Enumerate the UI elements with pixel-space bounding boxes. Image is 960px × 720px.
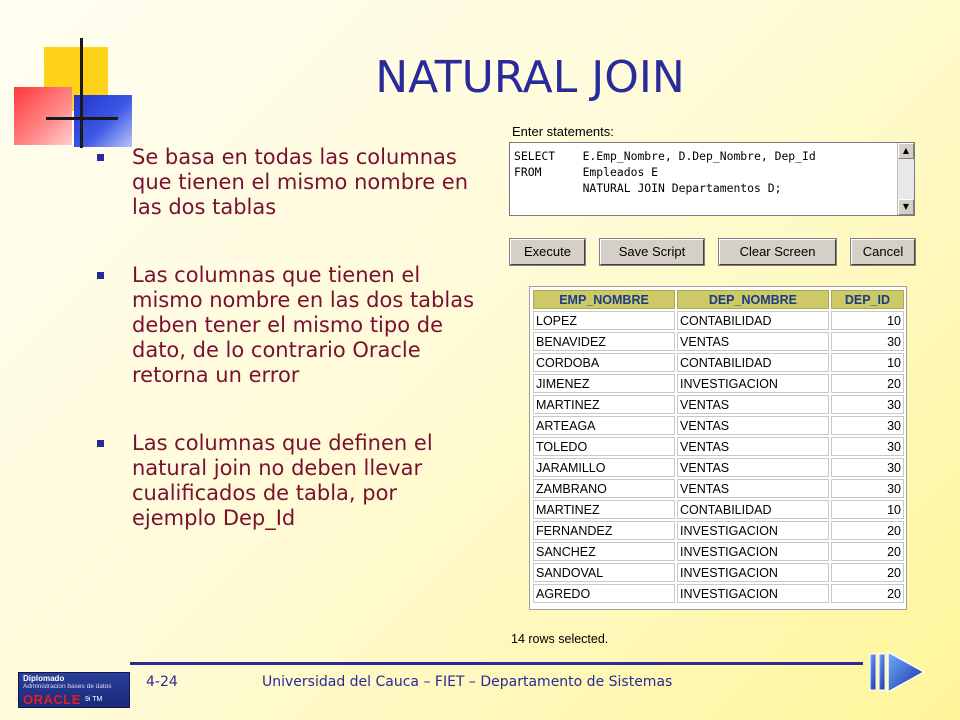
bullet-item	[94, 263, 484, 388]
table-row	[533, 521, 904, 540]
cell-emp-nombre: ARTEAGA	[533, 416, 675, 435]
cell-emp-nombre: MARTINEZ	[533, 395, 675, 414]
cell-dep-nombre: VENTAS	[677, 437, 829, 456]
table-row	[533, 437, 904, 456]
cell-emp-nombre: BENAVIDEZ	[533, 332, 675, 351]
footer-text: Universidad del Cauca – FIET – Departamento de Sistemas	[262, 674, 673, 690]
decor-red-square	[14, 87, 72, 145]
table-row	[533, 479, 904, 498]
table-row	[533, 563, 904, 582]
sql-statement-text[interactable]: SELECT E.Emp_Nombre, D.Dep_Nombre, Dep_Id FROM Empleados E NATURAL JOIN Departamentos D;	[514, 149, 816, 195]
slide-number: 4-24	[146, 674, 178, 690]
cell-dep-id: 20	[831, 563, 904, 582]
decor-horizontal-line	[46, 117, 118, 120]
result-table-panel	[529, 286, 907, 610]
sql-statement-textarea[interactable]	[509, 142, 915, 216]
slide-title: NATURAL JOIN	[375, 52, 685, 103]
cell-dep-id: 30	[831, 332, 904, 351]
cell-dep-nombre: VENTAS	[677, 458, 829, 477]
cell-dep-id: 30	[831, 437, 904, 456]
column-header-emp-nombre: EMP_NOMBRE	[533, 290, 675, 309]
cell-dep-id: 30	[831, 458, 904, 477]
cell-dep-id: 10	[831, 353, 904, 372]
footer-divider	[130, 662, 863, 665]
table-row	[533, 416, 904, 435]
table-row	[533, 500, 904, 519]
scroll-down-arrow-icon[interactable]: ▼	[898, 199, 914, 215]
cell-dep-nombre: CONTABILIDAD	[677, 311, 829, 330]
sql-scrollbar[interactable]	[897, 143, 914, 215]
cell-emp-nombre: AGREDO	[533, 584, 675, 603]
bullet-text: Se basa en todas las columnas que tienen el mismo nombre en las dos tablas	[132, 145, 469, 219]
cell-emp-nombre: JIMENEZ	[533, 374, 675, 393]
cell-dep-id: 20	[831, 542, 904, 561]
cell-emp-nombre: CORDOBA	[533, 353, 675, 372]
cell-dep-id: 30	[831, 479, 904, 498]
diplomado-oracle-logo	[18, 672, 130, 708]
cell-dep-nombre: CONTABILIDAD	[677, 353, 829, 372]
bullet-square-icon	[97, 440, 104, 447]
cell-dep-nombre: VENTAS	[677, 395, 829, 414]
cell-emp-nombre: SANDOVAL	[533, 563, 675, 582]
bullet-square-icon	[97, 272, 104, 279]
cell-dep-nombre: INVESTIGACION	[677, 374, 829, 393]
result-table-body	[533, 311, 904, 603]
cell-emp-nombre: MARTINEZ	[533, 500, 675, 519]
bullet-list	[94, 145, 484, 574]
cell-dep-id: 30	[831, 395, 904, 414]
cell-dep-id: 10	[831, 311, 904, 330]
table-row	[533, 395, 904, 414]
next-slide-icon[interactable]	[868, 650, 928, 694]
result-table	[531, 288, 906, 605]
logo-line-3: ORACLE	[23, 692, 81, 707]
cell-emp-nombre: SANCHEZ	[533, 542, 675, 561]
cell-dep-id: 20	[831, 374, 904, 393]
cell-dep-nombre: VENTAS	[677, 416, 829, 435]
decor-vertical-line	[80, 38, 83, 148]
cancel-button[interactable]: Cancel	[851, 239, 915, 265]
bullet-square-icon	[97, 154, 104, 161]
cell-emp-nombre: LOPEZ	[533, 311, 675, 330]
cell-dep-nombre: INVESTIGACION	[677, 563, 829, 582]
bullet-text: Las columnas que definen el natural join no deben llevar cualificados de tabla, por ejemplo Dep_Id	[132, 431, 433, 530]
scroll-up-arrow-icon[interactable]: ▲	[898, 143, 914, 159]
table-row	[533, 332, 904, 351]
table-row	[533, 353, 904, 372]
cell-dep-nombre: INVESTIGACION	[677, 584, 829, 603]
column-header-dep-id: DEP_ID	[831, 290, 904, 309]
cell-emp-nombre: FERNANDEZ	[533, 521, 675, 540]
cell-dep-id: 10	[831, 500, 904, 519]
table-row	[533, 542, 904, 561]
save-script-button[interactable]: Save Script	[600, 239, 704, 265]
cell-dep-id: 20	[831, 521, 904, 540]
cell-dep-nombre: VENTAS	[677, 479, 829, 498]
cell-dep-nombre: INVESTIGACION	[677, 542, 829, 561]
table-row	[533, 584, 904, 603]
bullet-text: Las columnas que tienen el mismo nombre en las dos tablas deben tener el mismo tipo de dato, de lo contrario Oracle retorna un error	[132, 263, 475, 387]
logo-line-2: Administracion bases de datos	[23, 683, 112, 690]
cell-dep-nombre: VENTAS	[677, 332, 829, 351]
execute-button[interactable]: Execute	[510, 239, 585, 265]
sql-input-label: Enter statements:	[512, 124, 614, 139]
logo-line-4: 9i TM	[85, 696, 103, 703]
rows-selected-status: 14 rows selected.	[511, 632, 609, 646]
cell-dep-id: 30	[831, 416, 904, 435]
cell-emp-nombre: ZAMBRANO	[533, 479, 675, 498]
column-header-dep-nombre: DEP_NOMBRE	[677, 290, 829, 309]
table-row	[533, 458, 904, 477]
logo-line-1: Diplomado	[23, 674, 65, 683]
bullet-item	[94, 431, 484, 531]
cell-dep-nombre: CONTABILIDAD	[677, 500, 829, 519]
cell-dep-nombre: INVESTIGACION	[677, 521, 829, 540]
table-row	[533, 374, 904, 393]
clear-screen-button[interactable]: Clear Screen	[719, 239, 836, 265]
cell-emp-nombre: JARAMILLO	[533, 458, 675, 477]
cell-dep-id: 20	[831, 584, 904, 603]
table-header-row	[533, 290, 904, 309]
bullet-item	[94, 145, 484, 220]
cell-emp-nombre: TOLEDO	[533, 437, 675, 456]
table-row	[533, 311, 904, 330]
